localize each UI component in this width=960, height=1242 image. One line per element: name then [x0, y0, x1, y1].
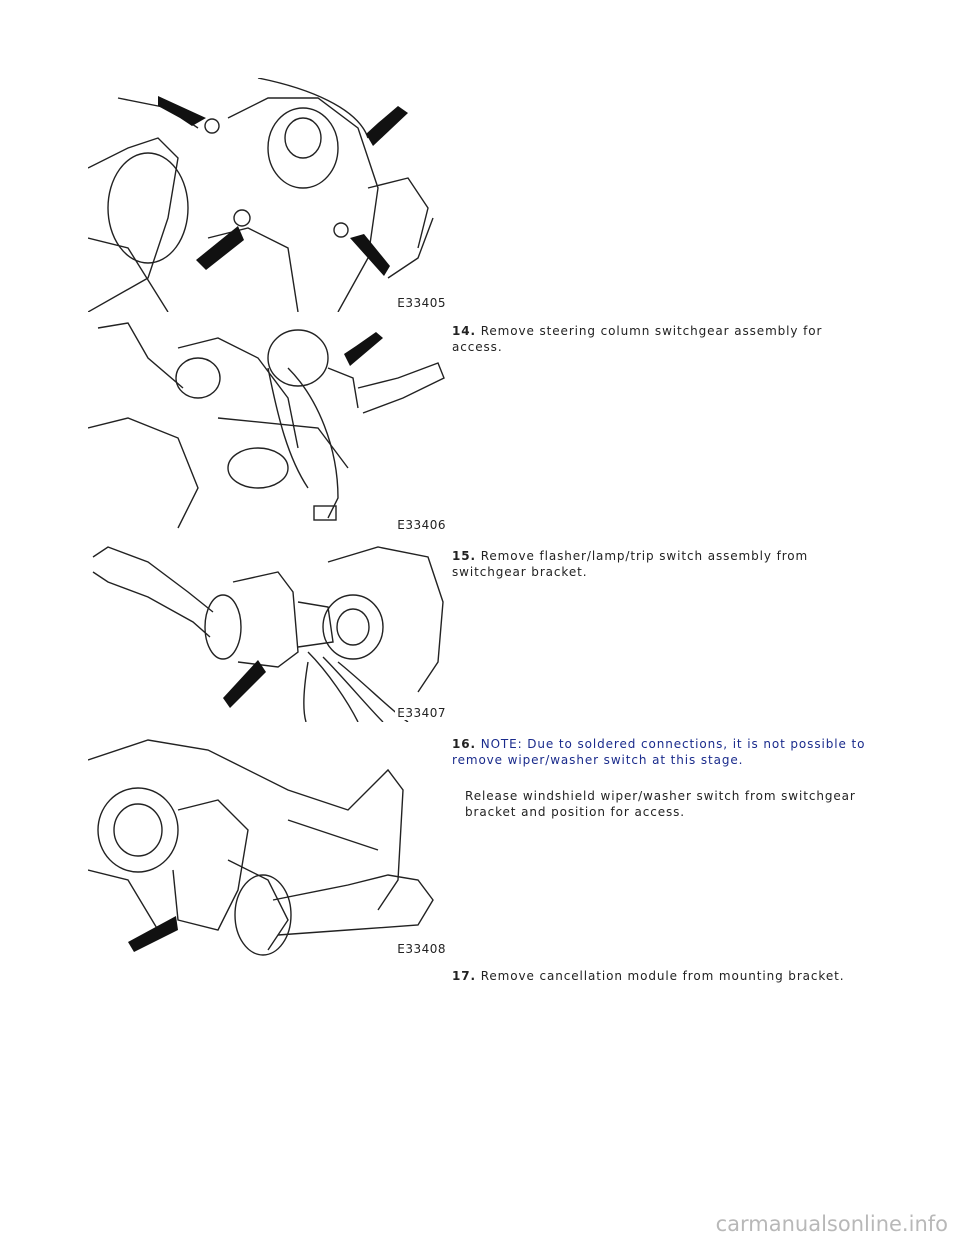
- step-text: Remove flasher/lamp/trip switch assembly from switchgear bracket.: [452, 549, 809, 579]
- figure-e33407: [88, 542, 448, 722]
- arrow-icon: [223, 660, 266, 708]
- figure-e33406: [88, 318, 448, 534]
- step-number: 16.: [452, 737, 476, 751]
- step-15: [452, 548, 872, 580]
- arrow-icon: [344, 332, 383, 366]
- step-number: 17.: [452, 969, 476, 983]
- step-text: Remove steering column switchgear assembly for access.: [452, 324, 823, 354]
- step-note: NOTE: Due to soldered connections, it is not possible to remove wiper/washer switch at this stage.: [452, 737, 866, 767]
- arrow-icon: [196, 226, 244, 270]
- watermark: carmanualsonline.info: [715, 1212, 948, 1236]
- step-14: [452, 323, 872, 355]
- step-16-detail: Release windshield wiper/washer switch from switchgear bracket and position for access.: [465, 789, 856, 819]
- figure-label: E33405: [397, 296, 446, 310]
- figure-label: E33408: [397, 942, 446, 956]
- step-17: [452, 968, 872, 984]
- step-number: 14.: [452, 324, 476, 338]
- arrow-icon: [366, 106, 408, 146]
- step-16: [452, 736, 872, 768]
- switchgear-illustration-4: [88, 730, 448, 958]
- switchgear-illustration-2: [88, 318, 448, 534]
- step-text: Remove cancellation module from mounting bracket.: [480, 969, 845, 983]
- figure-e33408: [88, 730, 448, 958]
- step-number: 15.: [452, 549, 476, 563]
- figure-label: E33407: [397, 706, 446, 720]
- arrow-icon: [158, 96, 206, 126]
- figure-label: E33406: [397, 518, 446, 532]
- switchgear-illustration-3: [88, 542, 448, 722]
- switchgear-illustration-1: [88, 78, 448, 312]
- figure-e33405: [88, 78, 448, 312]
